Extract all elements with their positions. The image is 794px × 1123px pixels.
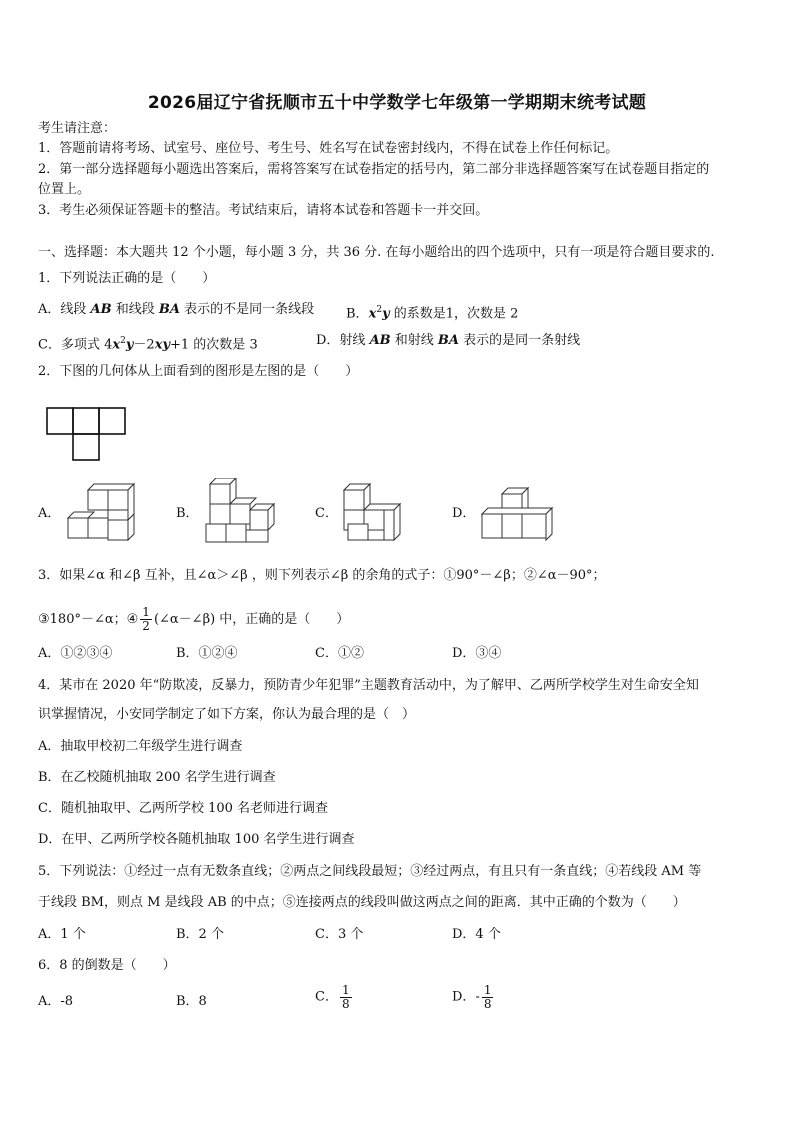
q1-option-a: A．线段 AB 和线段 BA 表示的不是同一条线段 (38, 302, 315, 317)
q2-stem: 2．下图的几何体从上面看到的图形是左图的是（ ） (38, 364, 359, 379)
notice-item-3: 3．考生必须保证答题卡的整洁。考试结束后，请将本试卷和答题卡一并交回。 (38, 203, 489, 218)
q5-option-d: D．4 个 (452, 927, 501, 942)
q6-option-d-fraction: $\frac{1}{8}$ (483, 983, 492, 1011)
q4-option-b: B．在乙校随机抽取 200 名学生进行调查 (38, 770, 276, 785)
q5-stem-line2: 于线段 BM，则点 M 是线段 AB 的中点；⑤连接两点的线段叫做这两点之间的距离．其中正确的个数为（ ） (38, 895, 686, 910)
q4-stem-line2: 识掌握情况，小安同学制定了如下方案，你认为最合理的是（ ） (38, 707, 416, 722)
q4-stem-line1: 4．某市在 2020 年“防欺凌，反暴力，预防青少年犯罪”主题教育活动中，为了解甲、乙两所学校学生对生命安全知 (38, 678, 699, 693)
q5-option-c: C．3 个 (315, 927, 364, 942)
option-c-solid-figure (340, 482, 402, 544)
option-d-solid-figure (478, 486, 554, 542)
q1-option-d: D．射线 AB 和射线 BA 表示的是同一条射线 (316, 333, 581, 348)
q1-stem: 1．下列说法正确的是（ ） (38, 271, 216, 286)
section-heading: 一、选择题：本大题共 12 个小题，每小题 3 分，共 36 分. 在每小题给出的四个选项中，只有一项是符合题目要求的. (38, 245, 715, 260)
q5-stem-line1: 5．下列说法：①经过一点有无数条直线；②两点之间线段最短；③经过两点，有且只有一条直线；④若线段 AM 等 (38, 864, 702, 879)
page-title: 2026届辽宁省抚顺市五十中学数学七年级第一学期期末统考试题 (147, 93, 647, 113)
q6-stem: 6．8 的倒数是（ ） (38, 958, 176, 973)
option-b-solid-figure (202, 478, 276, 544)
notice-item-1: 1．答题前请将考场、试室号、座位号、考生号、姓名写在试卷密封线内，不得在试卷上作任何标记。 (38, 141, 619, 156)
option-a-solid-figure (64, 482, 140, 544)
q4-option-a: A．抽取甲校初二年级学生进行调查 (38, 739, 243, 754)
q6-option-c: C． $\frac{1}{8}$ (315, 983, 350, 1011)
q1-option-c: C．多项式 $4x^2y-2xy+1$ 的次数是 3 (38, 336, 258, 353)
q3-option-c: C．①② (315, 646, 364, 661)
q3-option-d: D．③④ (452, 646, 502, 661)
q2-label-d: D． (452, 506, 476, 521)
q1-option-b: B．$x^2y$ 的系数是1，次数是 2 (346, 305, 519, 322)
q2-label-c: C． (315, 506, 338, 521)
q3-option-a: A．①②③④ (38, 646, 113, 661)
q6-option-a: A．-8 (38, 994, 74, 1009)
notice-heading: 考生请注意： (38, 121, 117, 136)
q3-option-b: B．①②④ (176, 646, 238, 661)
q4-option-d: D．在甲、乙两所学校各随机抽取 100 名学生进行调查 (38, 832, 355, 847)
q5-option-a: A．1 个 (38, 927, 86, 942)
q2-label-b: B． (176, 506, 199, 521)
notice-item-2-cont: 位置上。 (38, 182, 91, 197)
q6-option-c-fraction: $\frac{1}{8}$ (341, 983, 350, 1011)
q5-option-b: B．2 个 (176, 927, 224, 942)
q6-option-b: B．8 (176, 994, 207, 1009)
top-view-figure (46, 407, 128, 463)
q6-option-d: D．- $\frac{1}{8}$ (452, 983, 492, 1011)
q3-fraction: $\frac{1}{2}$ (142, 605, 150, 633)
q3-stem-line2: ③180°－∠α；④ $\frac{1}{2}$ (∠α－∠β) 中，正确的是（ ） (38, 605, 350, 633)
q2-label-a: A． (38, 506, 61, 521)
notice-item-2: 2．第一部分选择题每小题选出答案后，需将答案写在试卷指定的括号内，第二部分非选择题答案写在试卷题目指定的 (38, 162, 710, 177)
q4-option-c: C．随机抽取甲、乙两所学校 100 名老师进行调查 (38, 801, 329, 816)
q3-stem-line1: 3．如果∠α 和∠β 互补，且∠α＞∠β ，则下列表示∠β 的余角的式子：①90°－∠β；②∠α－90°； (38, 568, 606, 583)
